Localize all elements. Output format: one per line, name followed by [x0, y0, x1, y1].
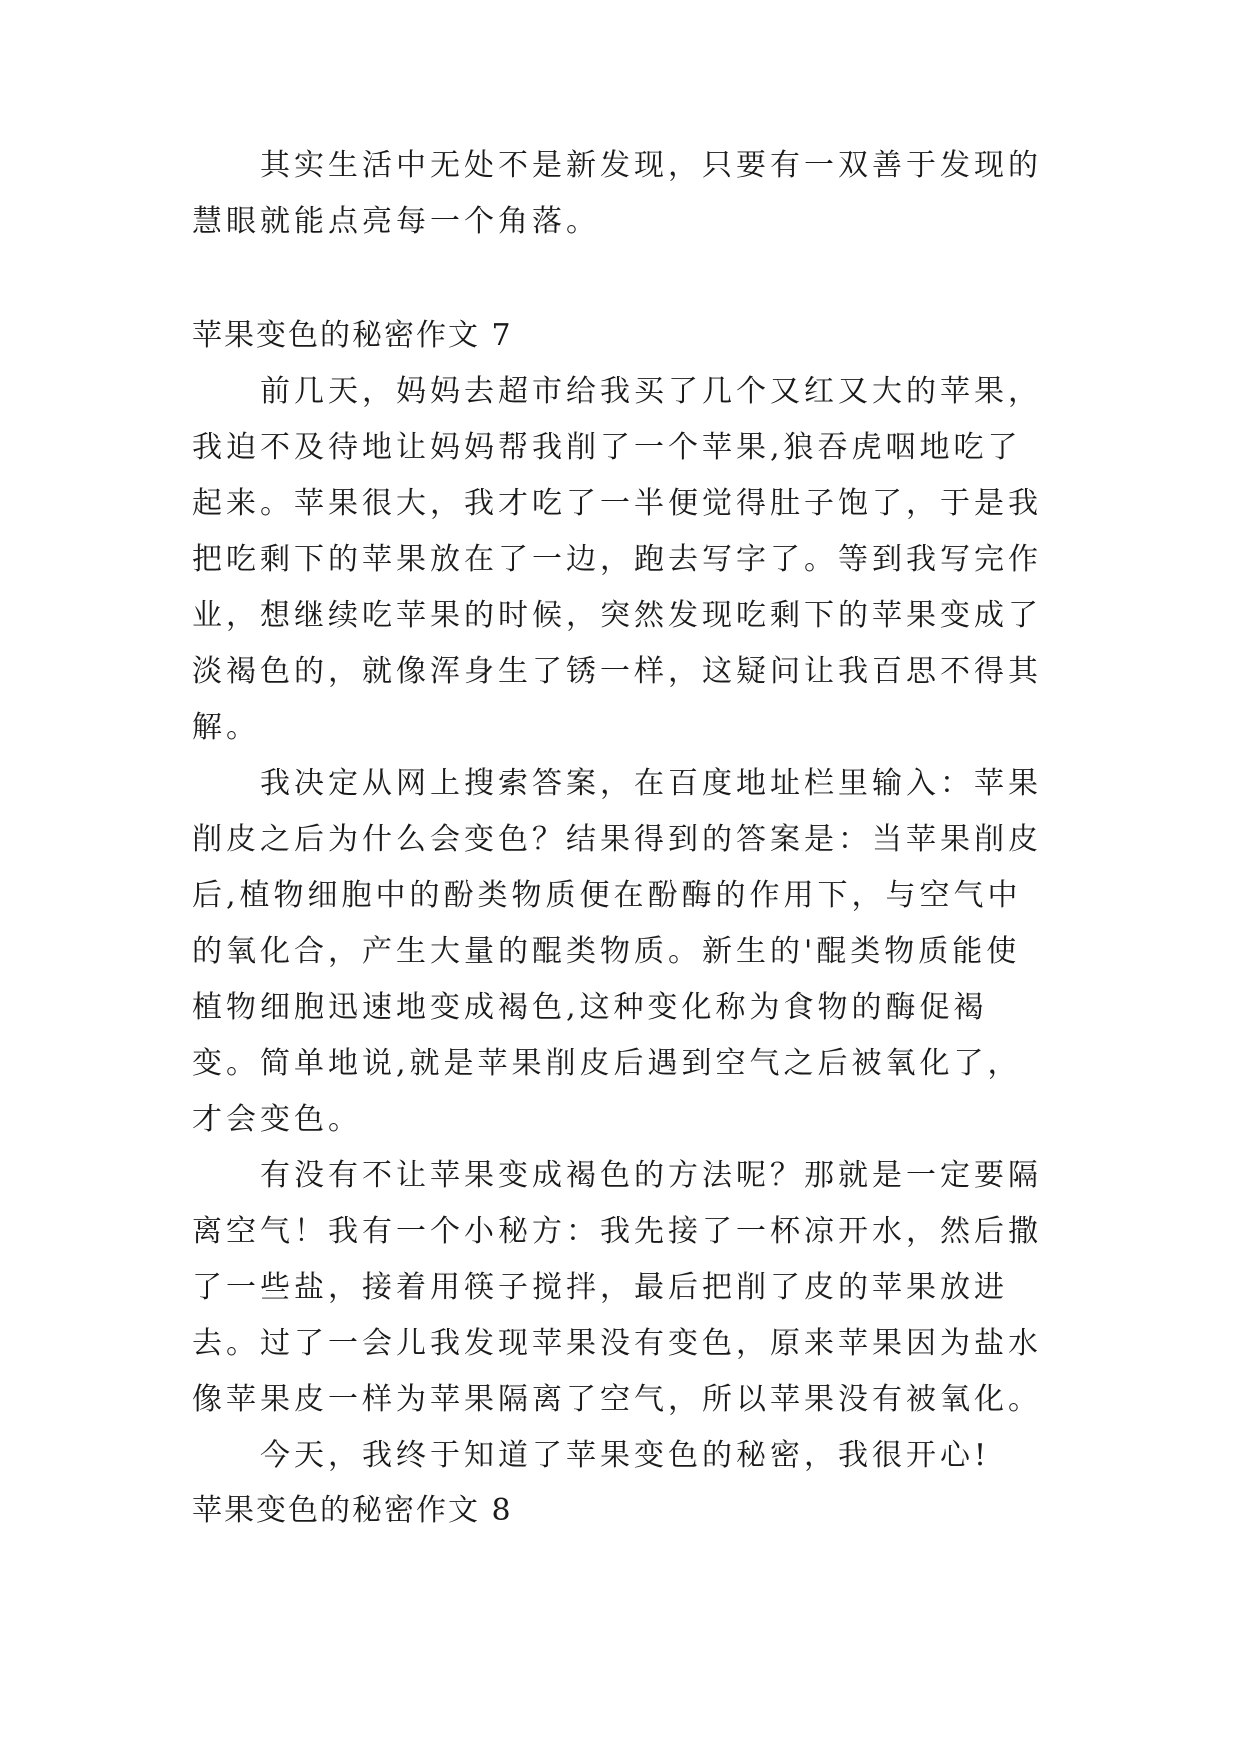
- essay-8-heading: 苹果变色的秘密作文 8: [192, 1493, 513, 1528]
- intro-paragraph: 其实生活中无处不是新发现，只要有一双善于发现的慧眼就能点亮每一个角落。: [192, 148, 1042, 239]
- essay-7-section: [192, 308, 1052, 1484]
- essay-7-paragraph-2: 我决定从网上搜索答案，在百度地址栏里输入：苹果削皮之后为什么会变色？结果得到的答案是：当苹果削皮后,植物细胞中的酚类物质便在酚酶的作用下，与空气中的氧化合，产生大量的醌类物质。新生的'醌类物质能使植物细胞迅速地变成褐色,这种变化称为食物的酶促褐变。简单地说,就是苹果削皮后遇到空气之后被氧化了，才会变色。: [192, 766, 1042, 1137]
- essay-7-paragraph-4: 今天，我终于知道了苹果变色的秘密，我很开心!: [260, 1438, 991, 1473]
- essay-7-paragraph-3: 有没有不让苹果变成褐色的方法呢？那就是一定要隔离空气！我有一个小秘方：我先接了一杯凉开水，然后撒了一些盐，接着用筷子搅拌，最后把削了皮的苹果放进去。过了一会儿我发现苹果没有变色，原来苹果因为盐水像苹果皮一样为苹果隔离了空气，所以苹果没有被氧化。: [192, 1158, 1042, 1417]
- essay-7-paragraph-1: 前几天，妈妈去超市给我买了几个又红又大的苹果，我迫不及待地让妈妈帮我削了一个苹果,狼吞虎咽地吃了起来。苹果很大，我才吃了一半便觉得肚子饱了，于是我把吃剩下的苹果放在了一边，跑去写字了。等到我写完作业，想继续吃苹果的时候，突然发现吃剩下的苹果变成了淡褐色的，就像浑身生了锈一样，这疑问让我百思不得其解。: [192, 374, 1042, 745]
- intro-section: [192, 138, 1052, 250]
- essay-7-heading: 苹果变色的秘密作文 7: [192, 318, 513, 353]
- essay-8-section: [192, 1483, 1052, 1539]
